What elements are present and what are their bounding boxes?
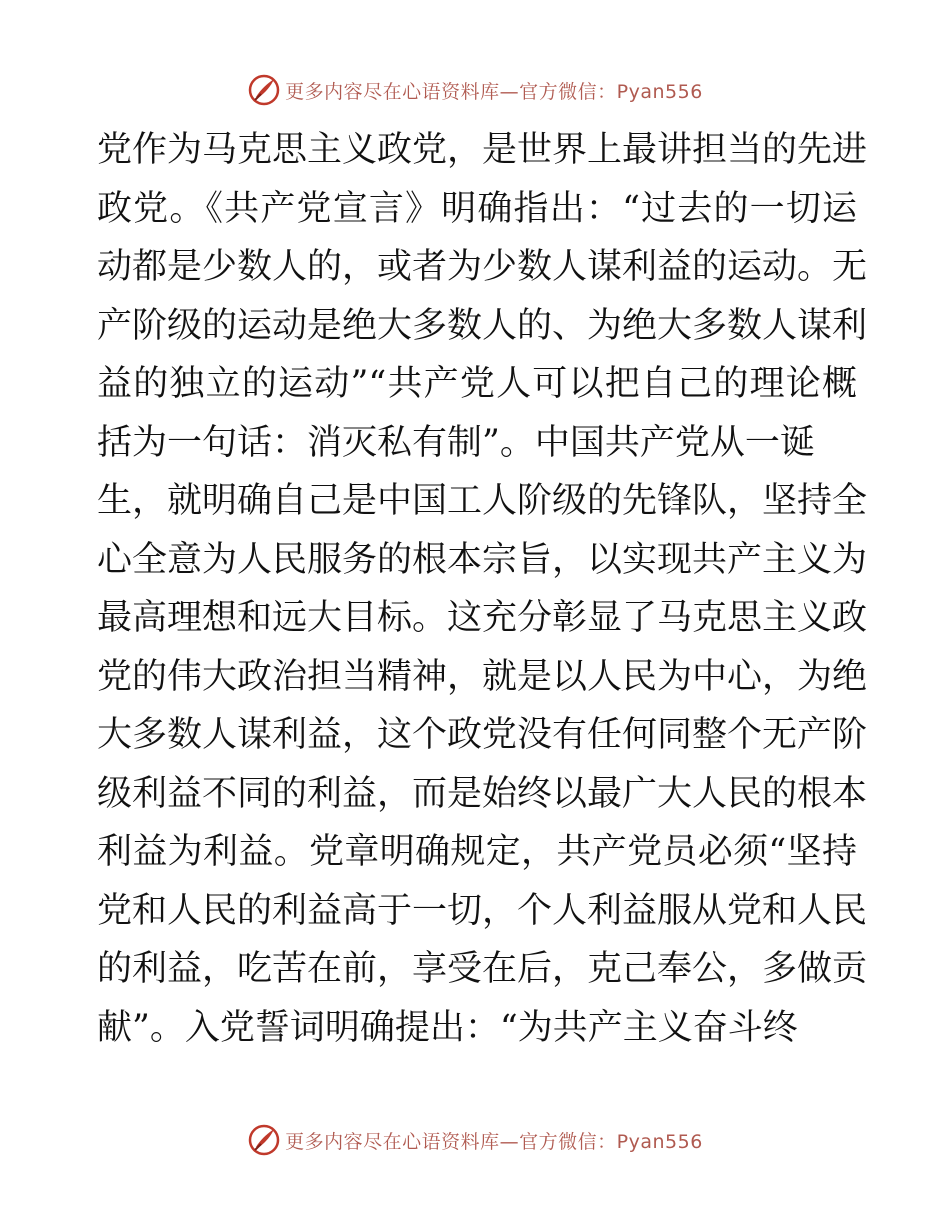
text-line: 党的伟大政治担当精神，就是以人民为中心，为绝	[97, 656, 868, 697]
footer-watermark-banner	[0, 1120, 950, 1160]
quill-logo-icon	[247, 73, 281, 107]
header-watermark-banner	[0, 70, 950, 110]
text-line: 大多数人谋利益，这个政党没有任何同整个无产阶	[97, 715, 868, 755]
text-line: 产阶级的运动是绝大多数人的、为绝大多数人谋利	[97, 305, 868, 346]
quill-logo-icon	[247, 1123, 281, 1157]
text-line: 的利益，吃苦在前，享受在后，克己奉公，多做贡	[97, 949, 868, 989]
text-line: 益的独立的运动”“共产党人可以把自己的理论概	[97, 364, 857, 404]
text-line: 动都是少数人的，或者为少数人谋利益的运动。无	[97, 247, 868, 287]
text-line: 献”。入党誓词明确提出：“为共产主义奋斗终	[97, 1007, 798, 1048]
text-line: 括为一句话：消灭私有制”。中国共产党从一诞	[97, 422, 815, 463]
watermark-text: 更多内容尽在心语资料库—官方微信：Pyan556	[285, 80, 703, 103]
text-line: 党作为马克思主义政党，是世界上最讲担当的先进	[97, 130, 868, 170]
text-line: 级利益不同的利益，而是始终以最广大人民的根本	[97, 773, 868, 814]
watermark-text: 更多内容尽在心语资料库—官方微信：Pyan556	[285, 1130, 703, 1153]
text-line: 政党。《共产党宣言》明确指出：“过去的一切运	[97, 188, 857, 229]
text-line: 党和人民的利益高于一切，个人利益服从党和人民	[97, 890, 868, 931]
text-line: 利益为利益。党章明确规定，共产党员必须“坚持	[97, 832, 857, 872]
text-line: 最高理想和远大目标。这充分彰显了马克思主义政	[97, 598, 868, 638]
text-line: 生，就明确自己是中国工人阶级的先锋队，坚持全	[97, 481, 868, 521]
document-body	[97, 121, 868, 1057]
text-line: 心全意为人民服务的根本宗旨，以实现共产主义为	[97, 539, 868, 580]
